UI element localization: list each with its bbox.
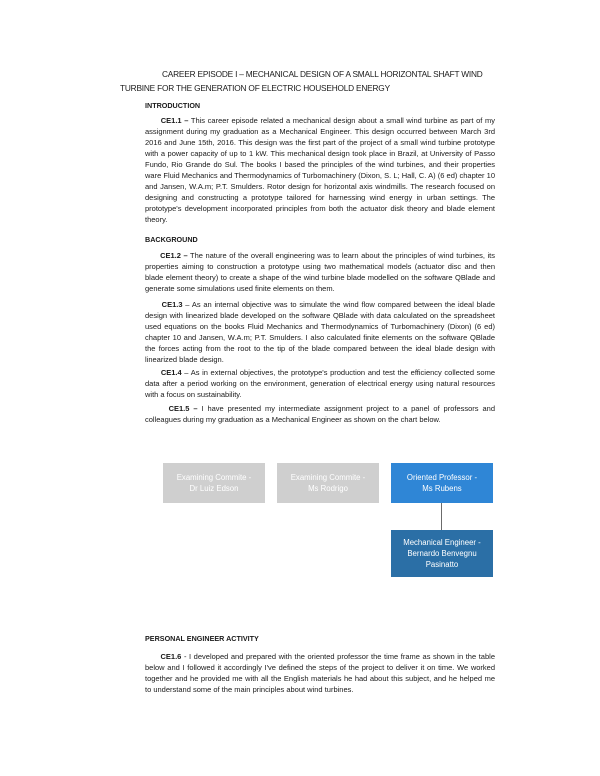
org-connector-line [441,503,442,530]
paragraph-label: CE1.3 [161,300,183,309]
paragraph-ce1-2 [145,250,495,294]
paragraph-ce1-3 [145,299,495,365]
org-box-examining-commite-2 [277,463,379,503]
org-box-role: Oriented Professor - [406,473,478,482]
paragraph-label: CE1.4 [160,368,182,377]
paragraph-ce1-5 [145,403,495,425]
title-line-1: CAREER EPISODE I – MECHANICAL DESIGN OF A SMALL HORIZONTAL SHAFT WIND [162,69,483,79]
org-box-role: Mechanical Engineer - [403,538,481,547]
org-box-person: Dr Luiz Edson [189,484,239,493]
paragraph-ce1-6 [145,651,495,695]
org-box-mechanical-engineer [391,530,493,577]
paragraph-label: CE1.5 – [168,404,198,413]
paragraph-label: CE1.2 – [160,251,188,260]
document-title [120,68,500,95]
org-box-oriented-professor [391,463,493,503]
org-box-person: Bernardo Benvegnu [407,549,477,558]
paragraph-text: The nature of the overall engineering was to learn about the principles of wind turbines, its properties aiming to construction a prototype using two mathematical models (actuator disc and then blade element theory) to create a shape of the wind turbine blade modelled on the software QBlade and generate some simulations used finite elements on them. [145,251,495,293]
paragraph-text: This career episode related a mechanical design about a small wind turbine as part of my assignment during my graduation as a Mechanical Engineer. This design occurred between March 3rd 2016 and June 15th, 2016. This design was the first part of the project of a small wind turbine prototype with a power capacity of up to 1 kW. This mechanical design took place in Brazil, at University of Passo Fundo, Rio Grande do Sul. The books I based the principles of the wind turbines, and their properties ware Fluid Mechanics and Thermodynamics of Turbomachinery (Dixon, S. L; Hall, C. A) (6 ed) chapter 10 and Jansen, W.A.m; P.T. Smulders. Rotor design for horizontal axis windmills. The research focused on designing and constructing a prototype tailored for harnessing wind energy in urban settings. The prototype's development incorporated principles from both the actuator disk theory and blade element theory. [145,116,495,224]
paragraph-text: I have presented my intermediate assignment project to a panel of professors and colleagues during my graduation as a Mechanical Engineer as shown on the chart below. [145,404,495,424]
paragraph-ce1-1 [145,115,495,225]
heading-background: BACKGROUND [145,235,198,244]
title-line-2: TURBINE FOR THE GENERATION OF ELECTRIC HOUSEHOLD ENERGY [120,82,390,93]
heading-personal-engineer-activity: PERSONAL ENGINEER ACTIVITY [145,634,259,643]
paragraph-label: CE1.6 [160,652,182,661]
paragraph-ce1-4 [145,367,495,400]
org-box-person: Ms Rodrigo [308,484,348,493]
paragraph-text: – As an internal objective was to simulate the wind flow compared between the ideal blade design with linearized blade developed on the software QBlade with data calculated on the spreadsheet used equations on the books Fluid Mechanics and Thermodynamics of Turbomachinery (Dixon) (6 ed) chapter 10 and Jansen, W.A.m; P.T. Smulders. I also calculated finite elements on the software QBlade the forces acting from the root to the tip of the blade compared between the ideal blade design with linearized blade design. [145,300,495,364]
org-box-person-surname: Pasinatto [425,560,459,569]
org-box-role: Examining Commite - [176,473,252,482]
paragraph-text: – As in external objectives, the prototype's production and test the efficiency collected some data after a period working on the environment, generation of electrical energy using natural resources with a focus on sustainability. [145,368,495,399]
org-box-role: Examining Commite - [290,473,366,482]
paragraph-text: - I developed and prepared with the oriented professor the time frame as shown in the table below and I followed it accordingly I've defined the steps of the project to deliver it on time. We worked together and he provided me with all the English materials he had about this subject, and he helped me to understand some of the main principles about wind turbines. [145,652,495,694]
org-box-person: Ms Rubens [422,484,462,493]
org-box-examining-commite-1 [163,463,265,503]
paragraph-label: CE1.1 – [160,116,189,125]
heading-introduction: INTRODUCTION [145,101,201,110]
